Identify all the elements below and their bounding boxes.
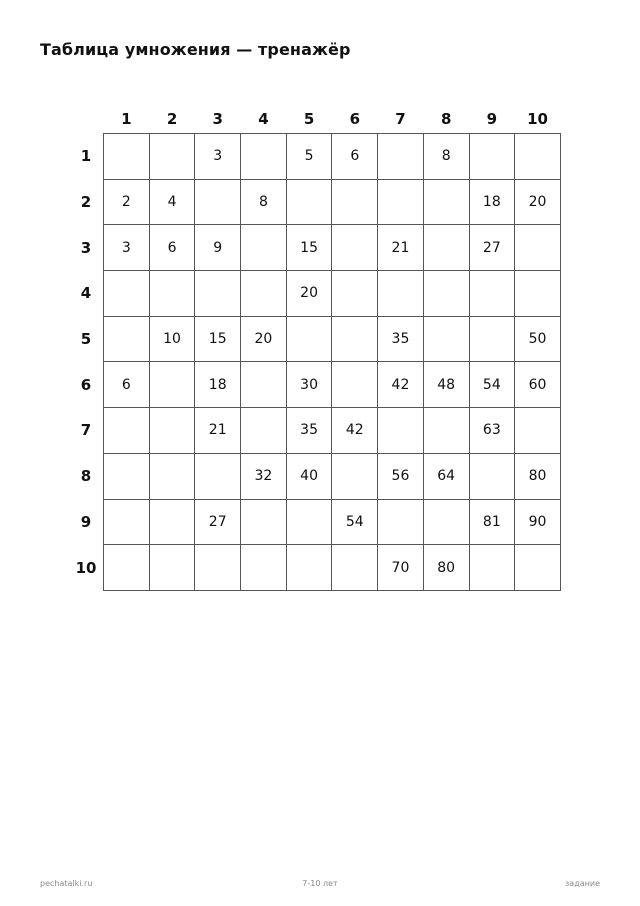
answer-cell: 27 xyxy=(469,225,515,271)
answer-cell: 80 xyxy=(423,545,469,591)
answer-cell-empty[interactable] xyxy=(332,316,378,362)
answer-cell: 54 xyxy=(332,499,378,545)
answer-cell-empty[interactable] xyxy=(332,453,378,499)
answer-cell-empty[interactable] xyxy=(378,134,424,180)
table-row xyxy=(69,545,560,591)
row-header: 5 xyxy=(80,330,92,349)
answer-cell-empty[interactable] xyxy=(241,545,287,591)
answer-cell-empty[interactable] xyxy=(378,179,424,225)
answer-cell-empty[interactable] xyxy=(195,545,241,591)
answer-cell-empty[interactable] xyxy=(195,271,241,317)
table-row xyxy=(69,499,560,545)
answer-cell-empty[interactable] xyxy=(332,271,378,317)
answer-cell-empty[interactable] xyxy=(241,499,287,545)
answer-cell: 30 xyxy=(286,362,332,408)
answer-cell-empty[interactable] xyxy=(515,225,561,271)
answer-cell-empty[interactable] xyxy=(378,408,424,454)
answer-cell-empty[interactable] xyxy=(469,134,515,180)
answer-cell: 10 xyxy=(149,316,195,362)
answer-cell-empty[interactable] xyxy=(104,134,150,180)
corner-cell xyxy=(69,105,104,134)
answer-cell: 4 xyxy=(149,179,195,225)
answer-cell: 21 xyxy=(378,225,424,271)
answer-cell: 8 xyxy=(423,134,469,180)
answer-cell-empty[interactable] xyxy=(286,316,332,362)
answer-cell-empty[interactable] xyxy=(241,362,287,408)
answer-cell: 6 xyxy=(104,362,150,408)
col-header: 4 xyxy=(258,110,269,128)
row-header: 6 xyxy=(80,375,92,394)
table-row xyxy=(69,408,560,454)
answer-cell: 81 xyxy=(469,499,515,545)
answer-cell: 42 xyxy=(332,408,378,454)
answer-cell: 15 xyxy=(195,316,241,362)
answer-cell: 63 xyxy=(469,408,515,454)
answer-cell: 9 xyxy=(195,225,241,271)
answer-cell-empty[interactable] xyxy=(515,134,561,180)
answer-cell: 35 xyxy=(378,316,424,362)
answer-cell-empty[interactable] xyxy=(241,225,287,271)
answer-cell-empty[interactable] xyxy=(104,545,150,591)
answer-cell-empty[interactable] xyxy=(104,271,150,317)
answer-cell-empty[interactable] xyxy=(149,362,195,408)
answer-cell-empty[interactable] xyxy=(195,179,241,225)
answer-cell-empty[interactable] xyxy=(149,545,195,591)
answer-cell-empty[interactable] xyxy=(332,225,378,271)
answer-cell: 60 xyxy=(515,362,561,408)
grid-body xyxy=(69,134,560,591)
answer-cell-empty[interactable] xyxy=(378,499,424,545)
row-header: 2 xyxy=(80,193,92,212)
table-row xyxy=(69,271,560,317)
answer-cell-empty[interactable] xyxy=(286,545,332,591)
col-header: 5 xyxy=(303,110,315,128)
table-row xyxy=(69,179,560,225)
answer-cell-empty[interactable] xyxy=(469,271,515,317)
table-row xyxy=(69,134,560,180)
answer-cell-empty[interactable] xyxy=(423,179,469,225)
answer-cell-empty[interactable] xyxy=(423,316,469,362)
answer-cell-empty[interactable] xyxy=(241,134,287,180)
answer-cell: 50 xyxy=(515,316,561,362)
row-header: 8 xyxy=(80,467,92,486)
row-header: 9 xyxy=(80,512,92,531)
answer-cell: 18 xyxy=(469,179,515,225)
answer-cell-empty[interactable] xyxy=(149,271,195,317)
row-header: 4 xyxy=(80,284,92,303)
col-header: 3 xyxy=(212,110,223,128)
answer-cell: 3 xyxy=(104,225,150,271)
answer-cell-empty[interactable] xyxy=(332,362,378,408)
page-title: Таблица умножения — тренажёр xyxy=(40,40,351,59)
row-header: 3 xyxy=(80,238,92,257)
answer-cell: 21 xyxy=(195,408,241,454)
answer-cell-empty[interactable] xyxy=(104,316,150,362)
row-header: 1 xyxy=(80,147,92,166)
answer-cell: 80 xyxy=(515,453,561,499)
answer-cell-empty[interactable] xyxy=(286,179,332,225)
answer-cell: 5 xyxy=(286,134,332,180)
answer-cell: 2 xyxy=(104,179,150,225)
answer-cell-empty[interactable] xyxy=(149,499,195,545)
answer-cell-empty[interactable] xyxy=(149,453,195,499)
col-header: 10 xyxy=(527,110,548,128)
answer-cell-empty[interactable] xyxy=(104,408,150,454)
footer-site: pechatalki.ru xyxy=(40,879,93,888)
col-header: 1 xyxy=(121,110,132,128)
answer-cell-empty[interactable] xyxy=(469,545,515,591)
row-header: 7 xyxy=(80,421,92,440)
answer-cell-empty[interactable] xyxy=(423,499,469,545)
answer-cell-empty[interactable] xyxy=(515,545,561,591)
table-row xyxy=(69,316,560,362)
answer-cell: 20 xyxy=(241,316,287,362)
answer-cell: 27 xyxy=(195,499,241,545)
answer-cell-empty[interactable] xyxy=(241,271,287,317)
col-header: 8 xyxy=(440,110,452,128)
answer-cell-empty[interactable] xyxy=(469,316,515,362)
answer-cell-empty[interactable] xyxy=(423,408,469,454)
answer-cell-empty[interactable] xyxy=(241,408,287,454)
answer-cell: 42 xyxy=(378,362,424,408)
answer-cell-empty[interactable] xyxy=(423,271,469,317)
table-row xyxy=(69,453,560,499)
answer-cell-empty[interactable] xyxy=(515,271,561,317)
answer-cell: 18 xyxy=(195,362,241,408)
answer-cell: 56 xyxy=(378,453,424,499)
answer-cell: 64 xyxy=(423,453,469,499)
answer-cell: 35 xyxy=(286,408,332,454)
col-header: 7 xyxy=(395,110,406,128)
answer-cell: 15 xyxy=(286,225,332,271)
answer-cell: 8 xyxy=(241,179,287,225)
answer-cell: 6 xyxy=(332,134,378,180)
table-row xyxy=(69,225,560,271)
col-header: 9 xyxy=(486,110,498,128)
answer-cell-empty[interactable] xyxy=(423,225,469,271)
multiplication-grid xyxy=(69,105,561,591)
answer-cell: 20 xyxy=(286,271,332,317)
row-header: 10 xyxy=(75,558,97,577)
column-header-row xyxy=(69,105,560,134)
answer-cell-empty[interactable] xyxy=(149,134,195,180)
table-row xyxy=(69,362,560,408)
col-header: 2 xyxy=(166,110,178,128)
answer-cell: 48 xyxy=(423,362,469,408)
answer-cell-empty[interactable] xyxy=(469,453,515,499)
answer-cell-empty[interactable] xyxy=(378,271,424,317)
footer-label: задание xyxy=(565,879,600,888)
answer-cell: 70 xyxy=(378,545,424,591)
answer-cell-empty[interactable] xyxy=(286,499,332,545)
answer-cell-empty[interactable] xyxy=(195,453,241,499)
answer-cell: 90 xyxy=(515,499,561,545)
answer-cell-empty[interactable] xyxy=(332,179,378,225)
answer-cell: 54 xyxy=(469,362,515,408)
col-header: 6 xyxy=(349,110,360,128)
answer-cell-empty[interactable] xyxy=(104,453,150,499)
footer-age: 7-10 лет xyxy=(302,879,338,888)
answer-cell-empty[interactable] xyxy=(104,499,150,545)
answer-cell: 32 xyxy=(241,453,287,499)
answer-cell-empty[interactable] xyxy=(515,408,561,454)
answer-cell: 3 xyxy=(195,134,241,180)
answer-cell-empty[interactable] xyxy=(149,408,195,454)
answer-cell-empty[interactable] xyxy=(332,545,378,591)
answer-cell: 20 xyxy=(515,179,561,225)
multiplication-table xyxy=(69,105,561,591)
answer-cell: 6 xyxy=(149,225,195,271)
answer-cell: 40 xyxy=(286,453,332,499)
